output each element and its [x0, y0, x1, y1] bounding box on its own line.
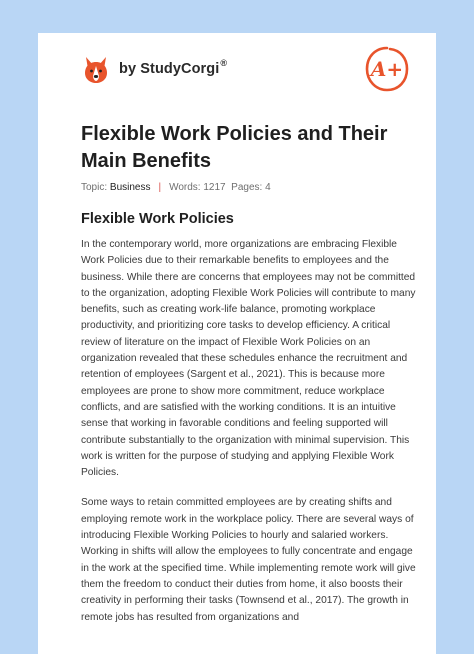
corgi-logo-icon: [81, 54, 111, 84]
grade-badge-text: A+: [370, 57, 404, 81]
paragraph: In the contemporary world, more organizations are embracing Flexible Work Policies due to their remarkable benefits to employees and the business. While there are concerns that employees may not be committed to the organization, adopting Flexible Work Policies will contribute to many benefits, such as creating work-life balance, promoting workplace productivity, and prioritizing core tasks to develop efficiency. A critical review of literature on the impact of Flexible Work Policies on an organization revealed that these schedules enhance the recruitment and retention of employees (Sargent et al., 2021). This is because more employees are prone to show more commitment, reduce workplace conflicts, and are satisfied with the working conditions. It is an intuitive sense that working in favorable conditions and feeling supported will contribute substantially to the organization with minimal supervision. This work is written for the purpose of studying and applying Flexible Work Policies.: [81, 239, 416, 479]
page-count: Pages: 4: [231, 182, 271, 193]
topic-value[interactable]: Business: [109, 182, 151, 193]
paragraph: Some ways to retain committed employees are by creating shifts and employing remote work in the workplace policy. There are several ways of introducing Flexible Working Policies to hourly and salaried workers. Working in shifts will allow the employees to fully concentrate and engage in the work at the specified time. While implementing remote work will give them the freedom to conduct their duties from home, it also boosts their creativity in performing their tasks (Townsend et al., 2017). The growth in remote jobs has resulted from organizations and: [81, 497, 416, 623]
document-title: Flexible Work Policies and Their Main Benefits: [81, 123, 388, 172]
word-count: Words: 1217: [169, 182, 226, 193]
brand-header[interactable]: [81, 54, 227, 84]
registered-mark: ®: [220, 58, 228, 68]
document-meta: [81, 182, 271, 193]
topic-label: Topic:: [81, 182, 108, 193]
section-heading: Flexible Work Policies: [81, 211, 234, 227]
brand-name: by StudyCorgi: [119, 61, 220, 77]
meta-separator: |: [158, 182, 162, 193]
grade-badge-icon: [363, 45, 411, 93]
document-body: [81, 237, 421, 640]
document-page: [38, 33, 436, 654]
